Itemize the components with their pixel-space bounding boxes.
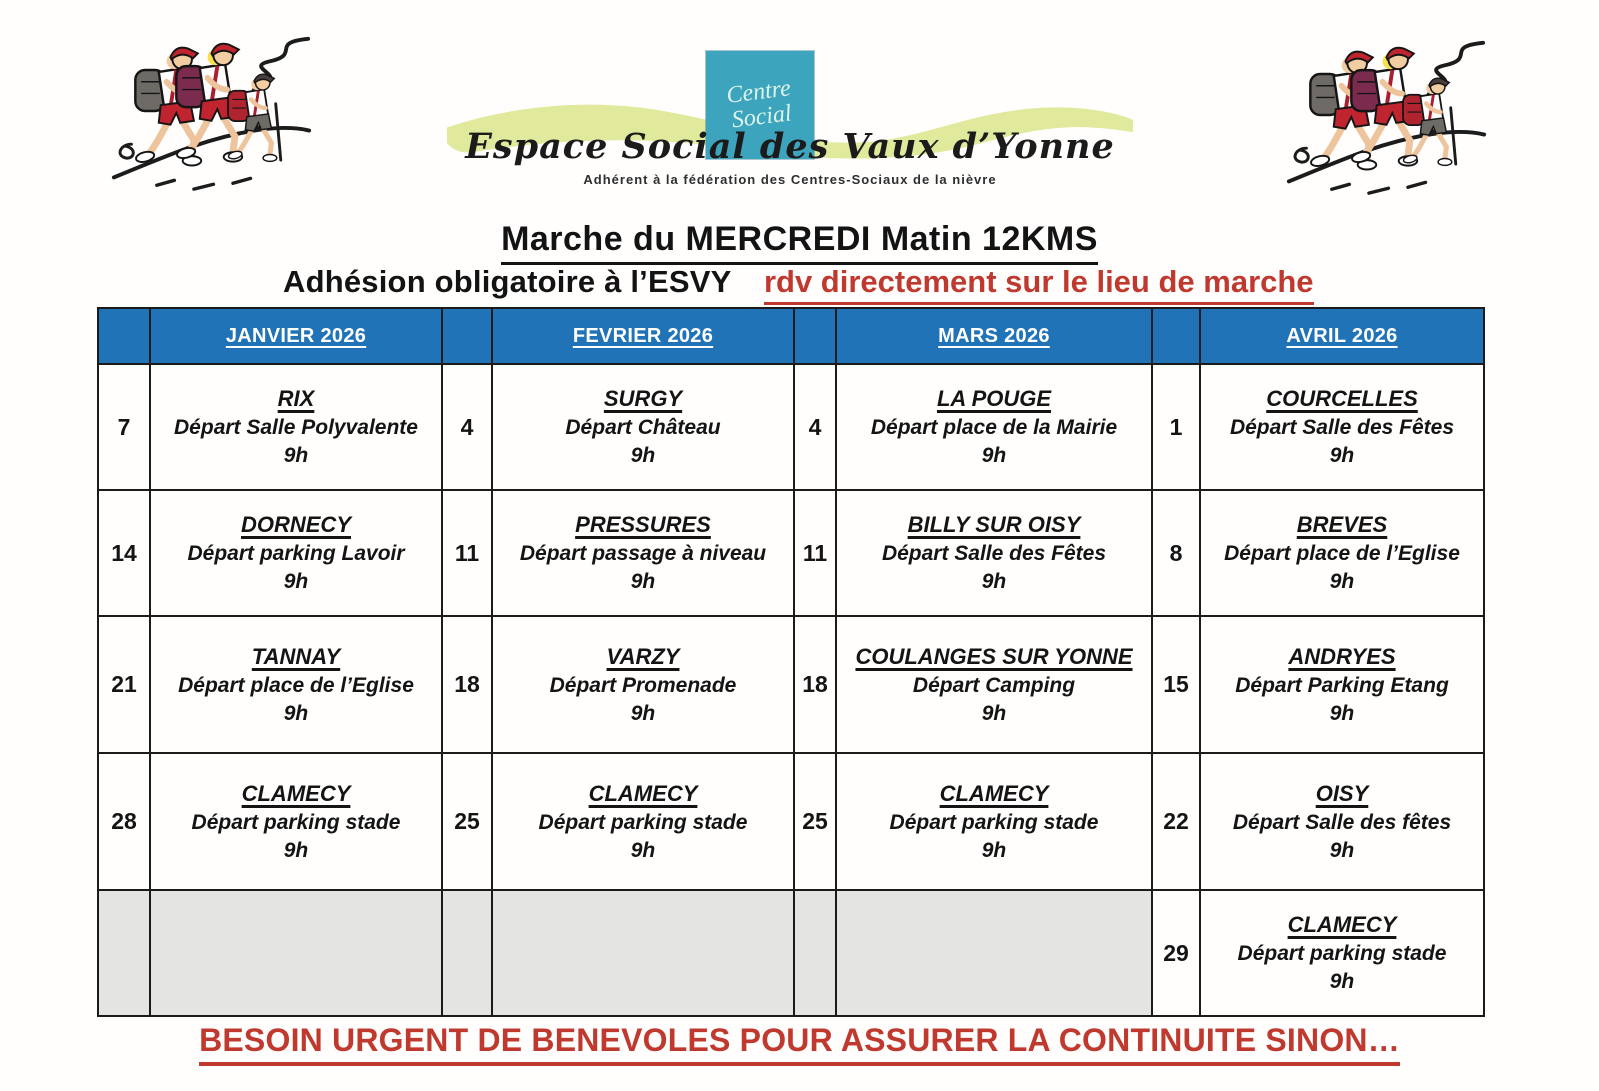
event-day: 8 xyxy=(1152,490,1200,616)
event-day: 28 xyxy=(98,753,150,890)
month-header-fevrier: FEVRIER 2026 xyxy=(492,308,794,364)
event-time: 9h xyxy=(630,444,656,467)
event-time: 9h xyxy=(1329,970,1355,993)
event-place: LA POUGE xyxy=(936,386,1052,411)
event-depart: Départ place de la Mairie xyxy=(870,416,1118,439)
event-cell xyxy=(836,616,1152,753)
spacer-header xyxy=(1152,308,1200,364)
event-cell xyxy=(492,616,794,753)
month-header-mars: MARS 2026 xyxy=(836,308,1152,364)
event-time: 9h xyxy=(981,570,1007,593)
month-header-janvier: JANVIER 2026 xyxy=(150,308,442,364)
rdv-note: rdv directement sur le lieu de marche xyxy=(764,264,1314,305)
event-place: CLAMECY xyxy=(1287,912,1397,937)
event-day: 11 xyxy=(794,490,836,616)
spacer-header xyxy=(442,308,492,364)
event-cell xyxy=(836,364,1152,490)
event-time: 9h xyxy=(981,838,1007,862)
table-row xyxy=(98,490,1484,616)
event-time: 9h xyxy=(283,838,309,862)
event-place: CLAMECY xyxy=(588,780,698,806)
event-place: PRESSURES xyxy=(575,512,711,537)
spacer-header xyxy=(98,308,150,364)
event-place: VARZY xyxy=(606,643,680,669)
event-day: 22 xyxy=(1152,753,1200,890)
adhesion-note: Adhésion obligatoire à l’ESVY xyxy=(283,264,732,299)
event-day: 7 xyxy=(98,364,150,490)
association-logo xyxy=(440,40,1140,205)
badge-line1: Centre xyxy=(724,75,792,109)
empty-cell xyxy=(150,890,442,1016)
event-depart: Départ Salle Polyvalente xyxy=(174,416,418,439)
event-place: BILLY SUR OISY xyxy=(907,512,1081,537)
event-depart: Départ Château xyxy=(565,416,721,439)
event-depart: Départ parking stade xyxy=(191,810,401,834)
event-cell xyxy=(150,490,442,616)
event-depart: Départ Promenade xyxy=(549,673,737,697)
event-cell xyxy=(1200,753,1484,890)
event-time: 9h xyxy=(283,701,309,725)
hikers-clipart-left-icon xyxy=(108,28,313,196)
event-place: COURCELLES xyxy=(1266,386,1418,411)
event-time: 9h xyxy=(981,701,1007,725)
empty-cell xyxy=(98,890,150,1016)
event-time: 9h xyxy=(630,570,656,593)
event-cell xyxy=(1200,890,1484,1016)
event-cell xyxy=(1200,490,1484,616)
event-depart: Départ Salle des Fêtes xyxy=(1229,416,1455,439)
event-place: ANDRYES xyxy=(1288,643,1396,669)
org-subtitle: Adhérent à la fédération des Centres-Sociaux de la nièvre xyxy=(583,172,997,187)
event-depart: Départ place de l’Eglise xyxy=(178,673,414,697)
event-depart: Départ Camping xyxy=(912,673,1076,697)
event-day: 4 xyxy=(794,364,836,490)
event-day: 29 xyxy=(1152,890,1200,1016)
event-cell xyxy=(836,753,1152,890)
event-day: 18 xyxy=(794,616,836,753)
spacer-header xyxy=(794,308,836,364)
event-time: 9h xyxy=(630,838,656,862)
table-row xyxy=(98,616,1484,753)
event-depart: Départ parking stade xyxy=(538,810,748,834)
badge-line2: Social xyxy=(730,100,793,134)
empty-cell xyxy=(794,890,836,1016)
event-depart: Départ place de l’Eglise xyxy=(1224,542,1460,565)
event-day: 18 xyxy=(442,616,492,753)
event-time: 9h xyxy=(283,444,309,467)
event-time: 9h xyxy=(1329,838,1355,862)
event-cell xyxy=(492,753,794,890)
empty-cell xyxy=(442,890,492,1016)
event-day: 4 xyxy=(442,364,492,490)
event-cell xyxy=(836,490,1152,616)
event-depart: Départ Parking Etang xyxy=(1235,673,1449,697)
event-place: RIX xyxy=(277,386,315,411)
hikers-clipart-right-icon xyxy=(1283,32,1488,200)
event-cell xyxy=(1200,616,1484,753)
event-place: BREVES xyxy=(1296,512,1388,537)
event-time: 9h xyxy=(1329,701,1355,725)
event-place: TANNAY xyxy=(251,643,341,669)
month-header-row xyxy=(98,308,1484,364)
urgent-volunteers-banner: BESOIN URGENT DE BENEVOLES POUR ASSURER LA CONTINUITE SINON… xyxy=(0,1022,1599,1066)
event-depart: Départ Salle des Fêtes xyxy=(881,542,1107,565)
empty-cell xyxy=(836,890,1152,1016)
event-day: 25 xyxy=(794,753,836,890)
event-day: 25 xyxy=(442,753,492,890)
event-cell xyxy=(150,364,442,490)
event-cell xyxy=(1200,364,1484,490)
event-place: CLAMECY xyxy=(241,780,351,806)
event-depart: Départ passage à niveau xyxy=(519,542,767,565)
table-row xyxy=(98,364,1484,490)
event-depart: Départ parking stade xyxy=(1237,942,1447,965)
event-depart: Départ Salle des fêtes xyxy=(1232,810,1452,834)
event-cell xyxy=(492,490,794,616)
event-cell xyxy=(150,616,442,753)
event-place: COULANGES SUR YONNE xyxy=(855,643,1133,669)
schedule-table xyxy=(97,307,1485,1017)
event-day: 15 xyxy=(1152,616,1200,753)
event-day: 11 xyxy=(442,490,492,616)
event-depart: Départ parking stade xyxy=(889,810,1099,834)
event-cell xyxy=(150,753,442,890)
month-header-avril: AVRIL 2026 xyxy=(1200,308,1484,364)
event-day: 14 xyxy=(98,490,150,616)
subtitle-row xyxy=(283,264,1314,305)
event-time: 9h xyxy=(630,701,656,725)
table-row xyxy=(98,753,1484,890)
event-place: OISY xyxy=(1315,780,1369,806)
event-day: 1 xyxy=(1152,364,1200,490)
page-title: Marche du MERCREDI Matin 12KMS xyxy=(0,220,1599,265)
org-name: Espace Social des Vaux d’Yonne xyxy=(465,126,1115,167)
empty-cell xyxy=(492,890,794,1016)
event-time: 9h xyxy=(283,570,309,593)
event-place: CLAMECY xyxy=(939,780,1049,806)
event-time: 9h xyxy=(1329,444,1355,467)
event-day: 21 xyxy=(98,616,150,753)
event-place: DORNECY xyxy=(240,512,351,537)
event-cell xyxy=(492,364,794,490)
table-row xyxy=(98,890,1484,1016)
event-time: 9h xyxy=(1329,570,1355,593)
event-place: SURGY xyxy=(603,386,683,411)
event-time: 9h xyxy=(981,444,1007,467)
event-depart: Départ parking Lavoir xyxy=(187,542,405,565)
